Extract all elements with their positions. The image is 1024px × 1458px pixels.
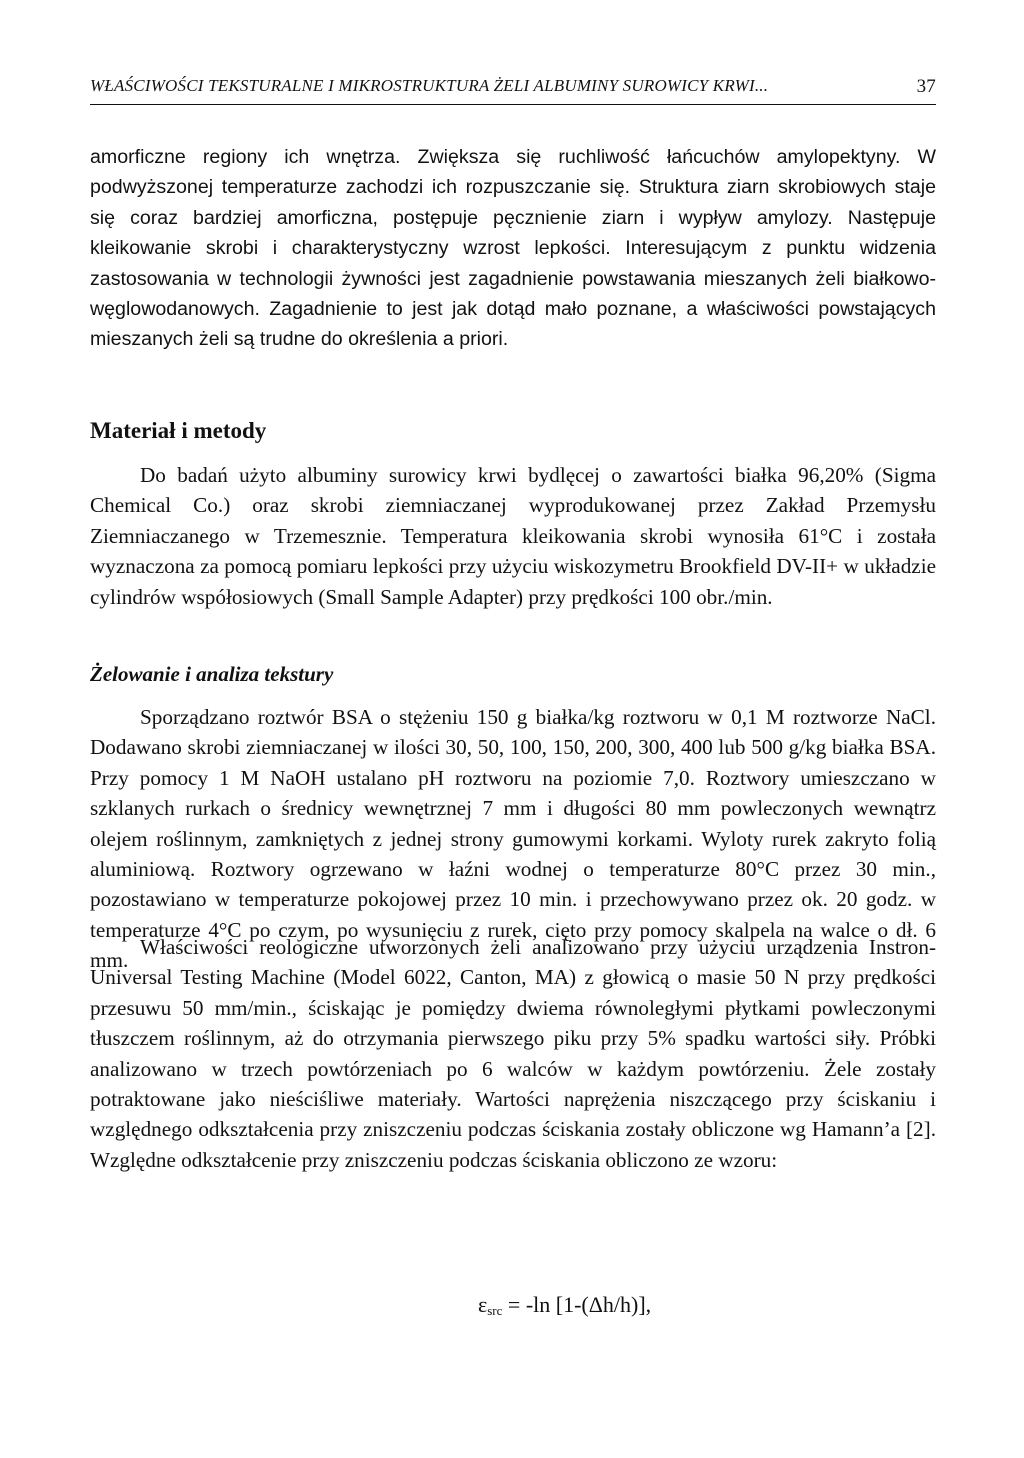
strain-formula bbox=[478, 1292, 651, 1319]
rheology-paragraph: Właściwości reologiczne utworzonych żeli analizowano przy użyciu urządzenia Instron-Universal Testing Machine (Model 6022, Canton, MA) z głowicą o masie 50 N przy prędkości przesuwu 50 mm/min., ściskając je pomiędzy dwiema równoległymi płytkami powleczonymi tłuszczem roślinnym, aż do otrzymania pierwszego piku przy 5% spadku wartości siły. Próbki analizowano w trzech powtórzeniach po 6 walców w każdym powtórzeniu. Żele zostały potraktowane jako nieściśliwe materiały. Wartości naprężenia niszczącego przy ściskaniu i względnego odkształcenia przy zniszczeniu podczas ściskania zostały obliczone wg Hamann’a [2]. Względne odkształcenie przy zniszczeniu podczas ściskania obliczono ze wzoru: bbox=[90, 935, 936, 1172]
formula-subscript: src bbox=[487, 1303, 503, 1318]
page-number: 37 bbox=[916, 76, 936, 97]
formula-expression: = -ln [1-(Δh/h)], bbox=[502, 1292, 652, 1317]
formula-symbol: ε bbox=[478, 1292, 488, 1317]
section-heading: Materiał i metody bbox=[90, 418, 267, 443]
header-rule bbox=[90, 104, 936, 105]
running-title: WŁAŚCIWOŚCI TEKSTURALNE I MIKROSTRUKTURA ŻELI ALBUMINY SUROWICY KRWI... bbox=[90, 76, 769, 95]
subsection-heading: Żelowanie i analiza tekstury bbox=[90, 662, 334, 686]
intro-paragraph: amorficzne regiony ich wnętrza. Zwiększa się ruchliwość łańcuchów amylopektyny. W podwyższonej temperaturze zachodzi ich rozpuszczanie się. Struktura ziarn skrobiowych staje się coraz bardziej amorficzna, postępuje pęcznienie ziarn i wypływ amylozy. Następuje kleikowanie skrobi i charakterystyczny wzrost lepkości. Interesującym z punktu widzenia zastosowania w technologii żywności jest zagadnienie powstawania mieszanych żeli białkowo-węglowodanowych. Zagadnienie to jest jak dotąd mało poznane, a właściwości powstających mieszanych żeli są trudne do określenia a priori. bbox=[90, 146, 936, 351]
running-header bbox=[90, 76, 936, 96]
gelation-paragraph: Sporządzano roztwór BSA o stężeniu 150 g białka/kg roztworu w 0,1 M roztworze NaCl. Dodawano skrobi ziemniaczanej w ilości 30, 50, 100, 150, 200, 300, 400 lub 500 g/kg białka BSA. Przy pomocy 1 M NaOH ustalano pH roztworu na poziomie 7,0. Roztwory umieszczano w szklanych rurkach o średnicy wewnętrznej 7 mm i długości 80 mm powleczonych wewnątrz olejem roślinnym, zamkniętych z jednej strony gumowymi korkami. Wyloty rurek zakryto folią aluminiową. Roztwory ogrzewano w łaźni wodnej o temperaturze 80°C przez 30 min., pozostawiano w temperaturze pokojowej przez 10 min. i przechowywano przez ok. 20 godz. w temperaturze 4°C po czym, po wysunięciu z rurek, cięto przy pomocy skalpela na walce o dł. 6 mm. bbox=[90, 705, 936, 973]
methods-paragraph: Do badań użyto albuminy surowicy krwi bydlęcej o zawartości białka 96,20% (Sigma Chemical Co.) oraz skrobi ziemniaczanej wyprodukowanej przez Zakład Przemysłu Ziemniaczanego w Trzemesznie. Temperatura kleikowania skrobi wynosiła 61°C i została wyznaczona za pomocą pomiaru lepkości przy użyciu wiskozymetru Brookfield DV-II+ w układzie cylindrów współosiowych (Small Sample Adapter) przy prędkości 100 obr./min. bbox=[90, 463, 936, 609]
